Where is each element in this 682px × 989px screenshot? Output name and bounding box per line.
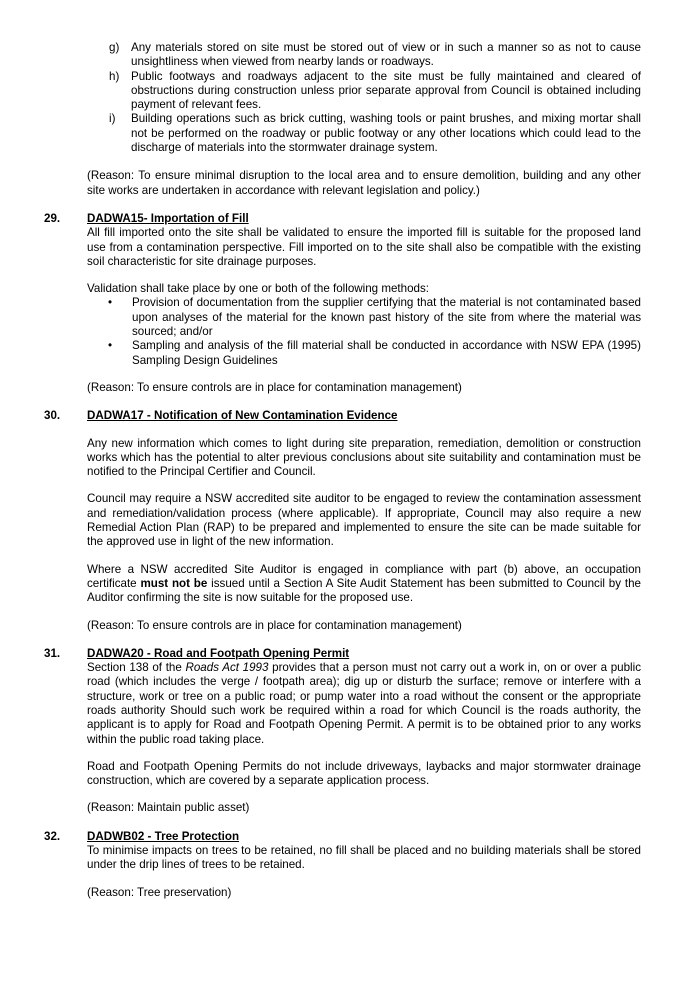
condition-number: 32. [44, 829, 61, 843]
list-item-text: Building operations such as brick cutting, washing tools or paint brushes, and mixing mortar shall not be performed on the roadway or public footway or any other locations which could lead to the discharge of materials into the stormwater drainage system. [131, 112, 641, 155]
condition-number: 31. [44, 646, 61, 660]
list-item-text: Public footways and roadways adjacent to the site must be fully maintained and cleared of obstructions during construction unless prior separate approval from Council is obtained including payment of relevant fees. [131, 69, 641, 112]
paragraph-text: Section 138 of the [87, 661, 186, 675]
paragraph-text: issued until a Section A Site Audit Statement has been submitted to Council by the Auditor confirming the site is now suitable for the proposed use. [87, 576, 641, 605]
paragraph: Council may require a NSW accredited site auditor to be engaged to review the contamination assessment and remediation/validation process (where applicable). If appropriate, Council may also require a new Remedial Action Plan (RAP) to be prepared and implemented to ensure the site can be made suitable for the approved use in light of the new information. [87, 492, 641, 549]
list-marker: i) [109, 112, 116, 126]
bullet-text: Sampling and analysis of the fill material shall be conducted in accordance with NSW EPA (1995) Sampling Design Guidelines [132, 339, 641, 367]
condition-number: 29. [44, 211, 61, 225]
condition-31 [0, 647, 682, 816]
list-item [87, 41, 641, 70]
list-item [87, 112, 641, 155]
act-name: Roads Act 1993 [185, 661, 269, 675]
condition-title: DADWA15- Importation of Fill [87, 211, 249, 225]
list-marker: g) [109, 41, 120, 54]
reason-text: (Reason: Tree preservation) [87, 885, 232, 899]
document-page [0, 41, 682, 900]
condition-29 [0, 212, 682, 395]
list-item-text: Any materials stored on site must be stored out of view or in such a manner so as not to cause unsightliness when viewed from nearby lands or roadways. [131, 41, 641, 69]
lettered-list [87, 41, 641, 155]
bullet-item [108, 339, 641, 368]
condition-30 [0, 409, 682, 633]
paragraph [87, 661, 641, 747]
bullet-icon: • [108, 339, 113, 353]
condition-title: DADWB02 - Tree Protection [87, 829, 240, 843]
condition-title: DADWA20 - Road and Footpath Opening Permit [87, 646, 350, 660]
paragraph: Any new information which comes to light during site preparation, remediation, demolition or construction works which has the potential to alter previous conclusions about site suitability and contamination must be notified to the Principal Certifier and Council. [87, 436, 641, 479]
bullet-icon: • [108, 296, 113, 310]
reason-text: (Reason: To ensure minimal disruption to the local area and to ensure demolition, building and any other site works are undertaken in accordance with relevant legislation and policy.) [87, 169, 641, 197]
emphasis-text: must not be [140, 576, 208, 590]
paragraph: All fill imported onto the site shall be validated to ensure the imported fill is suitable for the proposed land use from a contamination perspective. Fill imported on to the site shall also be compatible with the existing soil characteristic for site drainage purposes. [87, 226, 641, 268]
condition-number: 30. [44, 409, 61, 423]
paragraph-text: provides that a person must not carry out a work in, on or over a public road (which includes the verge / footpath area); dig up or disturb the surface; remove or interfere with a structure, work or tree on a public road; or pump water into a road without the consent or the appropriate roads authority Should such work be required within a road for which Council is the roads authority, the applicant is to apply for Road and Footpath Opening Permit. A permit is to be obtained prior to any works within the public road taking place. [87, 661, 641, 746]
condition-32 [0, 830, 682, 900]
reason-text: (Reason: To ensure controls are in place for contamination management) [87, 618, 462, 632]
bullet-text: Provision of documentation from the supplier certifying that the material is not contaminated based upon analyses of the material for the known past history of the site from where the material was sourced; and/or [132, 296, 641, 339]
bullet-item [108, 296, 641, 339]
paragraph-text: Where a NSW accredited Site Auditor is engaged in compliance with part (b) above, an occupation certificate [87, 562, 641, 590]
paragraph: To minimise impacts on trees to be retained, no fill shall be placed and no building materials shall be stored under the drip lines of trees to be retained. [87, 844, 641, 872]
reason-text: (Reason: Maintain public asset) [87, 801, 250, 815]
condition-title: DADWA17 - Notification of New Contamination Evidence [87, 409, 398, 423]
list-marker: h) [109, 69, 120, 83]
paragraph: Road and Footpath Opening Permits do not include driveways, laybacks and major stormwater drainage construction, which are covered by a separate application process. [87, 759, 641, 788]
reason-text: (Reason: To ensure controls are in place for contamination management) [87, 380, 462, 394]
paragraph: Validation shall take place by one or both of the following methods: [87, 282, 430, 296]
paragraph [87, 563, 641, 606]
list-item [87, 70, 641, 113]
bullet-list [108, 296, 641, 367]
